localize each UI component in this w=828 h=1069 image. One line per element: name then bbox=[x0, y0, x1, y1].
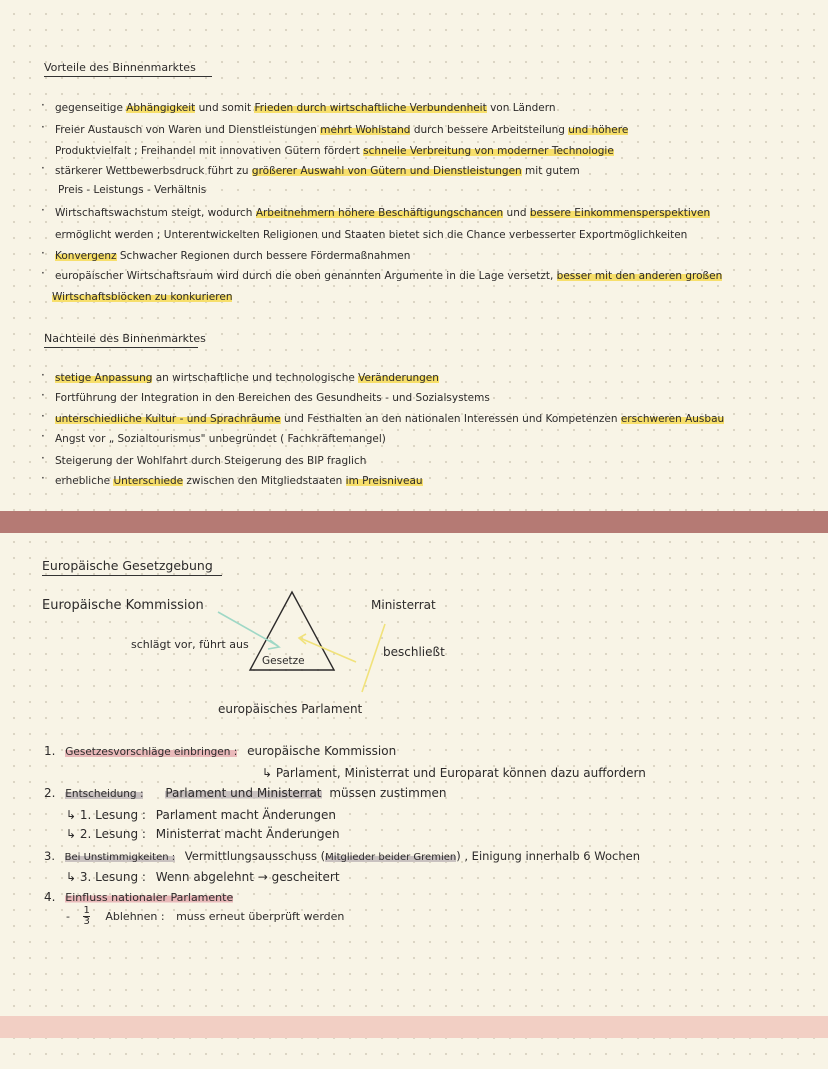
line-segment: und somit bbox=[195, 102, 255, 114]
line-segment: Produktvielfalt ; Freihandel mit innovativen Gütern fördert bbox=[55, 145, 364, 157]
vorteile-heading: Vorteile des Binnenmarktes bbox=[44, 61, 212, 77]
nachteile-heading: Nachteile des Binnenmarktes bbox=[44, 332, 198, 348]
list-line bbox=[55, 144, 614, 158]
kommission-arrow bbox=[218, 612, 278, 646]
line-segment: Steigerung der Wohlfahrt durch Steigerung des BIP fraglich bbox=[55, 455, 367, 467]
beschliesst-label: beschließt bbox=[383, 645, 445, 659]
line-segment: Wirtschaftsblöcken zu konkurieren bbox=[52, 291, 233, 303]
gesetzgebung-heading: Europäische Gesetzgebung bbox=[42, 558, 222, 576]
list-line bbox=[55, 228, 687, 242]
step-2-sub-1: ↳ 1. Lesung : Parlament macht Änderungen bbox=[66, 808, 336, 822]
line-segment: Schwacher Regionen durch bessere Fördermaßnahmen bbox=[116, 250, 411, 262]
line-segment: und höhere bbox=[568, 124, 629, 136]
list-line bbox=[58, 183, 206, 197]
line-segment: erhebliche bbox=[55, 475, 114, 487]
parlament-line bbox=[362, 624, 385, 692]
bullet-dot: · bbox=[41, 98, 45, 112]
gesetze-label: Gesetze bbox=[262, 655, 305, 667]
bullet-dot: · bbox=[41, 203, 45, 217]
line-segment: zwischen den Mitgliedstaaten bbox=[183, 475, 346, 487]
list-line bbox=[55, 412, 724, 426]
line-segment: bessere Einkommensperspektiven bbox=[529, 207, 711, 219]
step-4: 4. Einfluss nationaler Parlamente bbox=[44, 890, 234, 904]
line-segment: Unterschiede bbox=[113, 475, 184, 487]
list-line bbox=[55, 249, 410, 263]
list-line bbox=[55, 123, 628, 137]
list-line bbox=[55, 101, 556, 115]
line-segment: europäischer Wirtschaftsraum wird durch die oben genannten Argumente in die Lage versetzt, bbox=[55, 270, 557, 282]
line-segment: schnelle Verbreitung von moderner Technologie bbox=[363, 145, 614, 157]
list-line bbox=[55, 164, 580, 178]
line-segment: Fortführung der Integration in den Bereichen des Gesundheits - und Sozialsystems bbox=[55, 392, 490, 404]
line-segment: mit gutem bbox=[521, 165, 580, 177]
bullet-dot: · bbox=[41, 120, 45, 134]
kommission-label: Europäische Kommission bbox=[42, 598, 204, 613]
bullet-dot: · bbox=[41, 429, 45, 443]
list-line bbox=[55, 269, 722, 283]
list-line bbox=[55, 432, 386, 446]
line-segment: Abhängigkeit bbox=[126, 102, 196, 114]
step-1: 1. Gesetzesvorschläge einbringen : europäische Kommission bbox=[44, 744, 397, 758]
line-segment: Angst vor „ Sozialtourismus" unbegründet ( Fachkräftemangel) bbox=[55, 433, 386, 445]
step-2: 2. Entscheidung : Parlament und Ministerrat müssen zustimmen bbox=[44, 786, 447, 800]
line-segment: stetige Anpassung bbox=[55, 372, 153, 384]
step-3-sub: ↳ 3. Lesung : Wenn abgelehnt → gescheitert bbox=[66, 870, 340, 884]
line-segment: erschweren Ausbau bbox=[620, 413, 725, 425]
line-segment: an wirtschaftliche und technologische bbox=[152, 372, 359, 384]
bullet-dot: · bbox=[41, 266, 45, 280]
list-line bbox=[55, 474, 423, 488]
line-segment: durch bessere Arbeitsteilung bbox=[410, 124, 569, 136]
bullet-dot: · bbox=[41, 368, 45, 382]
line-segment: und Festhalten an den nationalen Interessen und Kompetenzen bbox=[280, 413, 621, 425]
list-line bbox=[55, 454, 366, 468]
bullet-dot: · bbox=[41, 451, 45, 465]
line-segment: Veränderungen bbox=[358, 372, 439, 384]
ministerrat-label: Ministerrat bbox=[371, 598, 436, 612]
line-segment: Konvergenz bbox=[55, 250, 117, 262]
line-segment: unterschiedliche Kultur - und Sprachräume bbox=[55, 413, 281, 425]
line-segment: von Ländern bbox=[486, 102, 556, 114]
parlament-label: europäisches Parlament bbox=[218, 702, 363, 716]
list-line bbox=[52, 290, 232, 304]
schlaegt-vor-label: schlägt vor, führt aus bbox=[131, 638, 249, 651]
step-2-sub-2: ↳ 2. Lesung : Ministerrat macht Änderungen bbox=[66, 827, 340, 841]
line-segment: Frieden durch wirtschaftliche Verbundenheit bbox=[254, 102, 487, 114]
line-segment: im Preisniveau bbox=[345, 475, 423, 487]
line-segment: Arbeitnehmern höhere Beschäftigungschancen bbox=[255, 207, 504, 219]
triangle-shape bbox=[250, 592, 334, 670]
gesetzgebung-diagram bbox=[0, 580, 828, 700]
list-line bbox=[55, 371, 439, 385]
line-segment: besser mit den anderen großen bbox=[556, 270, 723, 282]
list-line bbox=[55, 391, 490, 405]
line-segment: gegenseitige bbox=[55, 102, 127, 114]
step-1-sub: ↳ Parlament, Ministerrat und Europarat können dazu auffordern bbox=[262, 766, 646, 780]
bullet-dot: · bbox=[41, 388, 45, 402]
bullet-dot: · bbox=[41, 471, 45, 485]
bullet-dot: · bbox=[41, 161, 45, 175]
line-segment: ermöglicht werden ; Unterentwickelten Religionen und Staaten bietet sich die Chance verbesserter Exportmöglichkeiten bbox=[55, 229, 688, 241]
list-line bbox=[55, 206, 710, 220]
line-segment: Wirtschaftswachstum steigt, wodurch bbox=[55, 207, 256, 219]
fraction-one-third: $\frac{1}{3}$ bbox=[83, 905, 90, 927]
line-segment: stärkerer Wettbewerbsdruck führt zu bbox=[55, 165, 252, 177]
line-segment: und bbox=[503, 207, 530, 219]
bullet-dot: · bbox=[41, 409, 45, 423]
step-3: 3. Bei Unstimmigkeiten : Vermittlungsausschuss (Mitglieder beider Gremien) , Einigung innerhalb 6 Wochen bbox=[44, 849, 640, 863]
line-segment: mehrt Wohlstand bbox=[320, 124, 411, 136]
bullet-dot: · bbox=[41, 246, 45, 260]
bottom-band bbox=[0, 1016, 828, 1038]
line-segment: größerer Auswahl von Gütern und Dienstleistungen bbox=[251, 165, 522, 177]
section-divider-band bbox=[0, 511, 828, 533]
step-4-sub: - $\frac{1}{3}$ Ablehnen : muss erneut überprüft werden bbox=[66, 905, 345, 927]
line-segment: Preis - Leistungs - Verhältnis bbox=[58, 184, 207, 196]
line-segment: Freier Austausch von Waren und Dienstleistungen bbox=[55, 124, 321, 136]
